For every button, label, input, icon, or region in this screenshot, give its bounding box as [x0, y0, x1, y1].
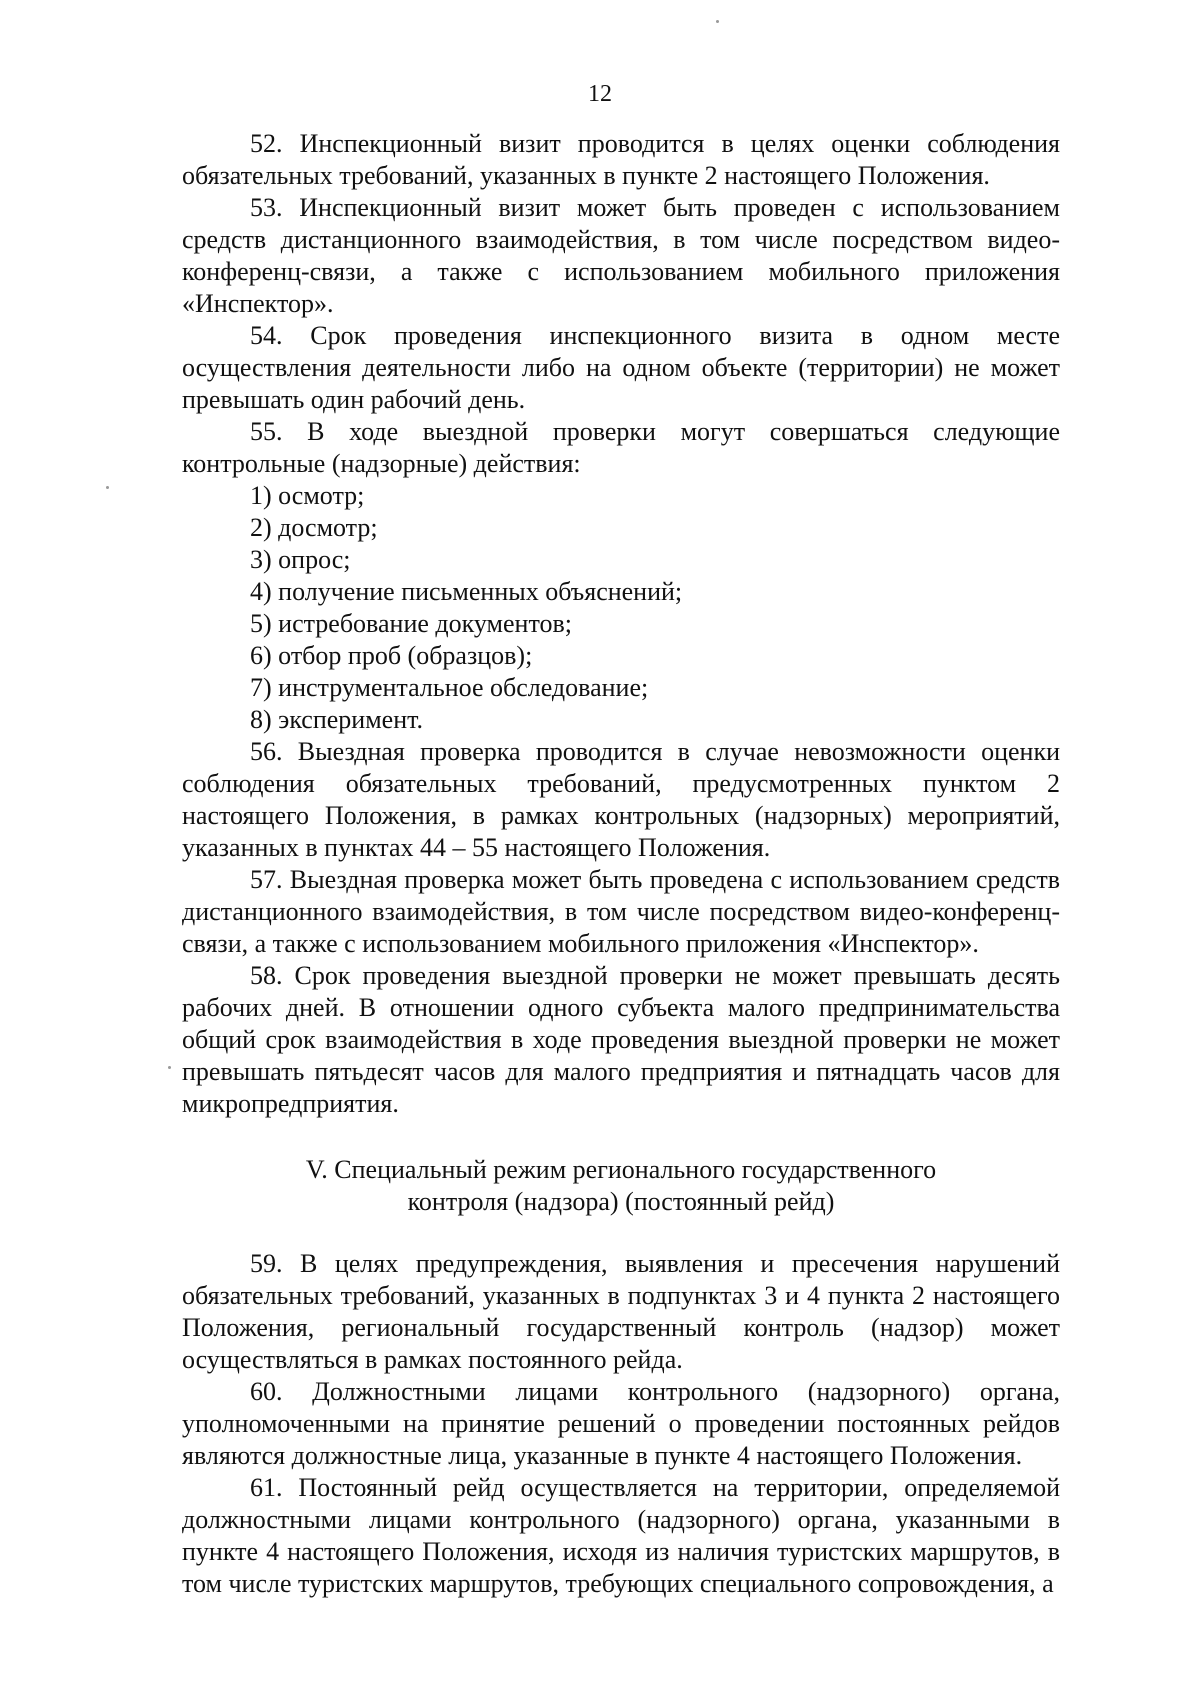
list-item: 8) эксперимент.: [250, 705, 424, 734]
list-item: 7) инструментальное обследование;: [250, 673, 649, 702]
section-heading-line: контроля (надзора) (постоянный рейд): [407, 1187, 835, 1216]
paragraph-59: 59. В целях предупреждения, выявления и пресечения нарушений обязательных требований, указанных в подпунктах 3 и 4 пункта 2 настоящего Положения, региональный государственный контроль (надзор) может осуществляться в рамках постоянного рейда.: [182, 1249, 1060, 1374]
section-heading-line: V. Специальный режим регионального государственного: [305, 1155, 937, 1184]
list-item: 5) истребование документов;: [250, 609, 572, 638]
section-heading: [182, 1154, 1060, 1218]
document-body: [182, 128, 1060, 1600]
scan-speck: [106, 486, 109, 489]
list-item: 2) досмотр;: [250, 513, 378, 542]
paragraph-58: 58. Срок проведения выездной проверки не может превышать десять рабочих дней. В отношении одного субъекта малого предпринимательства общий срок взаимодействия в ходе проведения выездной проверки не может превышать пятьдесят часов для малого предприятия и пятнадцать часов для микропредприятия.: [182, 961, 1060, 1118]
scan-speck: [168, 1066, 171, 1069]
paragraph-61: 61. Постоянный рейд осуществляется на территории, определяемой должностными лицами контрольного (надзорного) органа, указанными в пункте 4 настоящего Положения, исходя из наличия туристских маршрутов, в том числе туристских маршрутов, требующих специального сопровождения, а: [182, 1473, 1060, 1598]
list-item: 3) опрос;: [250, 545, 351, 574]
list-item: 6) отбор проб (образцов);: [250, 641, 533, 670]
paragraph-55: 55. В ходе выездной проверки могут совершаться следующие контрольные (надзорные) действия:: [182, 417, 1060, 478]
paragraph-54: 54. Срок проведения инспекционного визита в одном месте осуществления деятельности либо на одном объекте (территории) не может превышать один рабочий день.: [182, 321, 1060, 414]
actions-list: [182, 480, 1060, 736]
paragraph-53: 53. Инспекционный визит может быть проведен с использованием средств дистанционного взаимодействия, в том числе посредством видео-конференц-связи, а также с использованием мобильного приложения «Инспектор».: [182, 193, 1060, 318]
page-number: 12: [588, 81, 612, 107]
paragraph-52: 52. Инспекционный визит проводится в целях оценки соблюдения обязательных требований, указанных в пункте 2 настоящего Положения.: [182, 129, 1060, 190]
list-item: 1) осмотр;: [250, 481, 365, 510]
scan-speck: [716, 20, 719, 23]
paragraph-56: 56. Выездная проверка проводится в случае невозможности оценки соблюдения обязательных требований, предусмотренных пунктом 2 настоящего Положения, в рамках контрольных (надзорных) мероприятий, указанных в пунктах 44 – 55 настоящего Положения.: [182, 737, 1060, 862]
paragraph-57: 57. Выездная проверка может быть проведена с использованием средств дистанционного взаимодействия, в том числе посредством видео-конференц-связи, а также с использованием мобильного приложения «Инспектор».: [182, 865, 1060, 958]
list-item: 4) получение письменных объяснений;: [250, 577, 683, 606]
paragraph-60: 60. Должностными лицами контрольного (надзорного) органа, уполномоченными на принятие решений о проведении постоянных рейдов являются должностные лица, указанные в пункте 4 настоящего Положения.: [182, 1377, 1060, 1470]
